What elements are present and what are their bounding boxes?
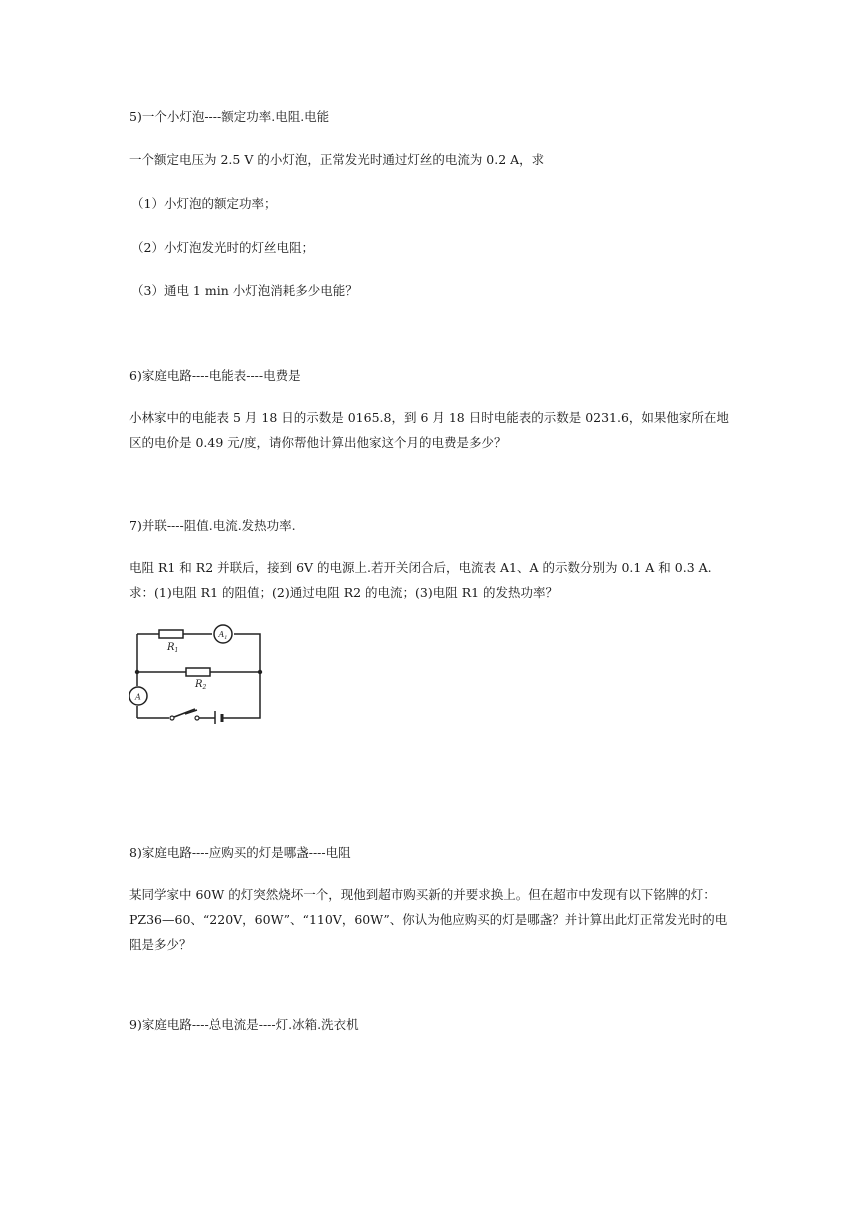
q7-heading: 7)并联----阻值.电流.发热功率. xyxy=(129,518,296,533)
junction-right xyxy=(258,670,262,674)
switch-blade xyxy=(174,709,195,717)
q5-heading: 5)一个小灯泡----额定功率.电阻.电能 xyxy=(129,109,330,124)
circuit-diagram xyxy=(129,622,269,724)
q8-body: 某同学家中 60W 的灯突然烧坏一个，现他到超市购买新的并要求换上。但在超市中发现有以下铭牌的灯：PZ36—60、“220V，60W”、“110V，60W”、你认为他应购买的灯是哪盏？并计算出此灯正常发光时的电阻是多少？ xyxy=(129,887,728,952)
a-label: A xyxy=(135,692,141,702)
q5-part-2: （2）小灯泡发光时的灯丝电阻； xyxy=(131,240,314,255)
resistor-r2 xyxy=(186,668,210,676)
junction-left xyxy=(135,670,139,674)
q9-heading: 9)家庭电路----总电流是----灯.冰箱.洗衣机 xyxy=(129,1017,359,1032)
q5-part-3: （3）通电 1 min 小灯泡消耗多少电能？ xyxy=(131,283,358,298)
q6-heading: 6)家庭电路----电能表----电费是 xyxy=(129,368,301,383)
q5-part-1: （1）小灯泡的额定功率； xyxy=(131,196,277,211)
a1-label: $A_1$ xyxy=(218,630,228,641)
q7-body: 电阻 R1 和 R2 并联后，接到 6V 的电源上.若开关闭合后，电流表 A1、A 的示数分别为 0.1 A 和 0.3 A.求：(1)电阻 R1 的阻值；(2)通过电阻 R2 的电流；(3)电阻 R1 的发热功率？ xyxy=(129,560,712,600)
switch-contact-left xyxy=(170,716,174,720)
q6-body: 小林家中的电能表 5 月 18 日的示数是 0165.8，到 6 月 18 日时电能表的示数是 0231.6，如果他家所在地区的电价是 0.49 元/度，请你帮他计算出他家这个月的电费是多少？ xyxy=(129,410,729,450)
q8-heading: 8)家庭电路----应购买的灯是哪盏----电阻 xyxy=(129,845,351,860)
r2-label: $R_2$ xyxy=(195,679,207,691)
r1-label: $R_1$ xyxy=(167,642,179,654)
switch-contact-right xyxy=(195,716,199,720)
resistor-r1 xyxy=(159,630,183,638)
q5-stem: 一个额定电压为 2.5 V 的小灯泡，正常发光时通过灯丝的电流为 0.2 A，求 xyxy=(129,152,545,167)
